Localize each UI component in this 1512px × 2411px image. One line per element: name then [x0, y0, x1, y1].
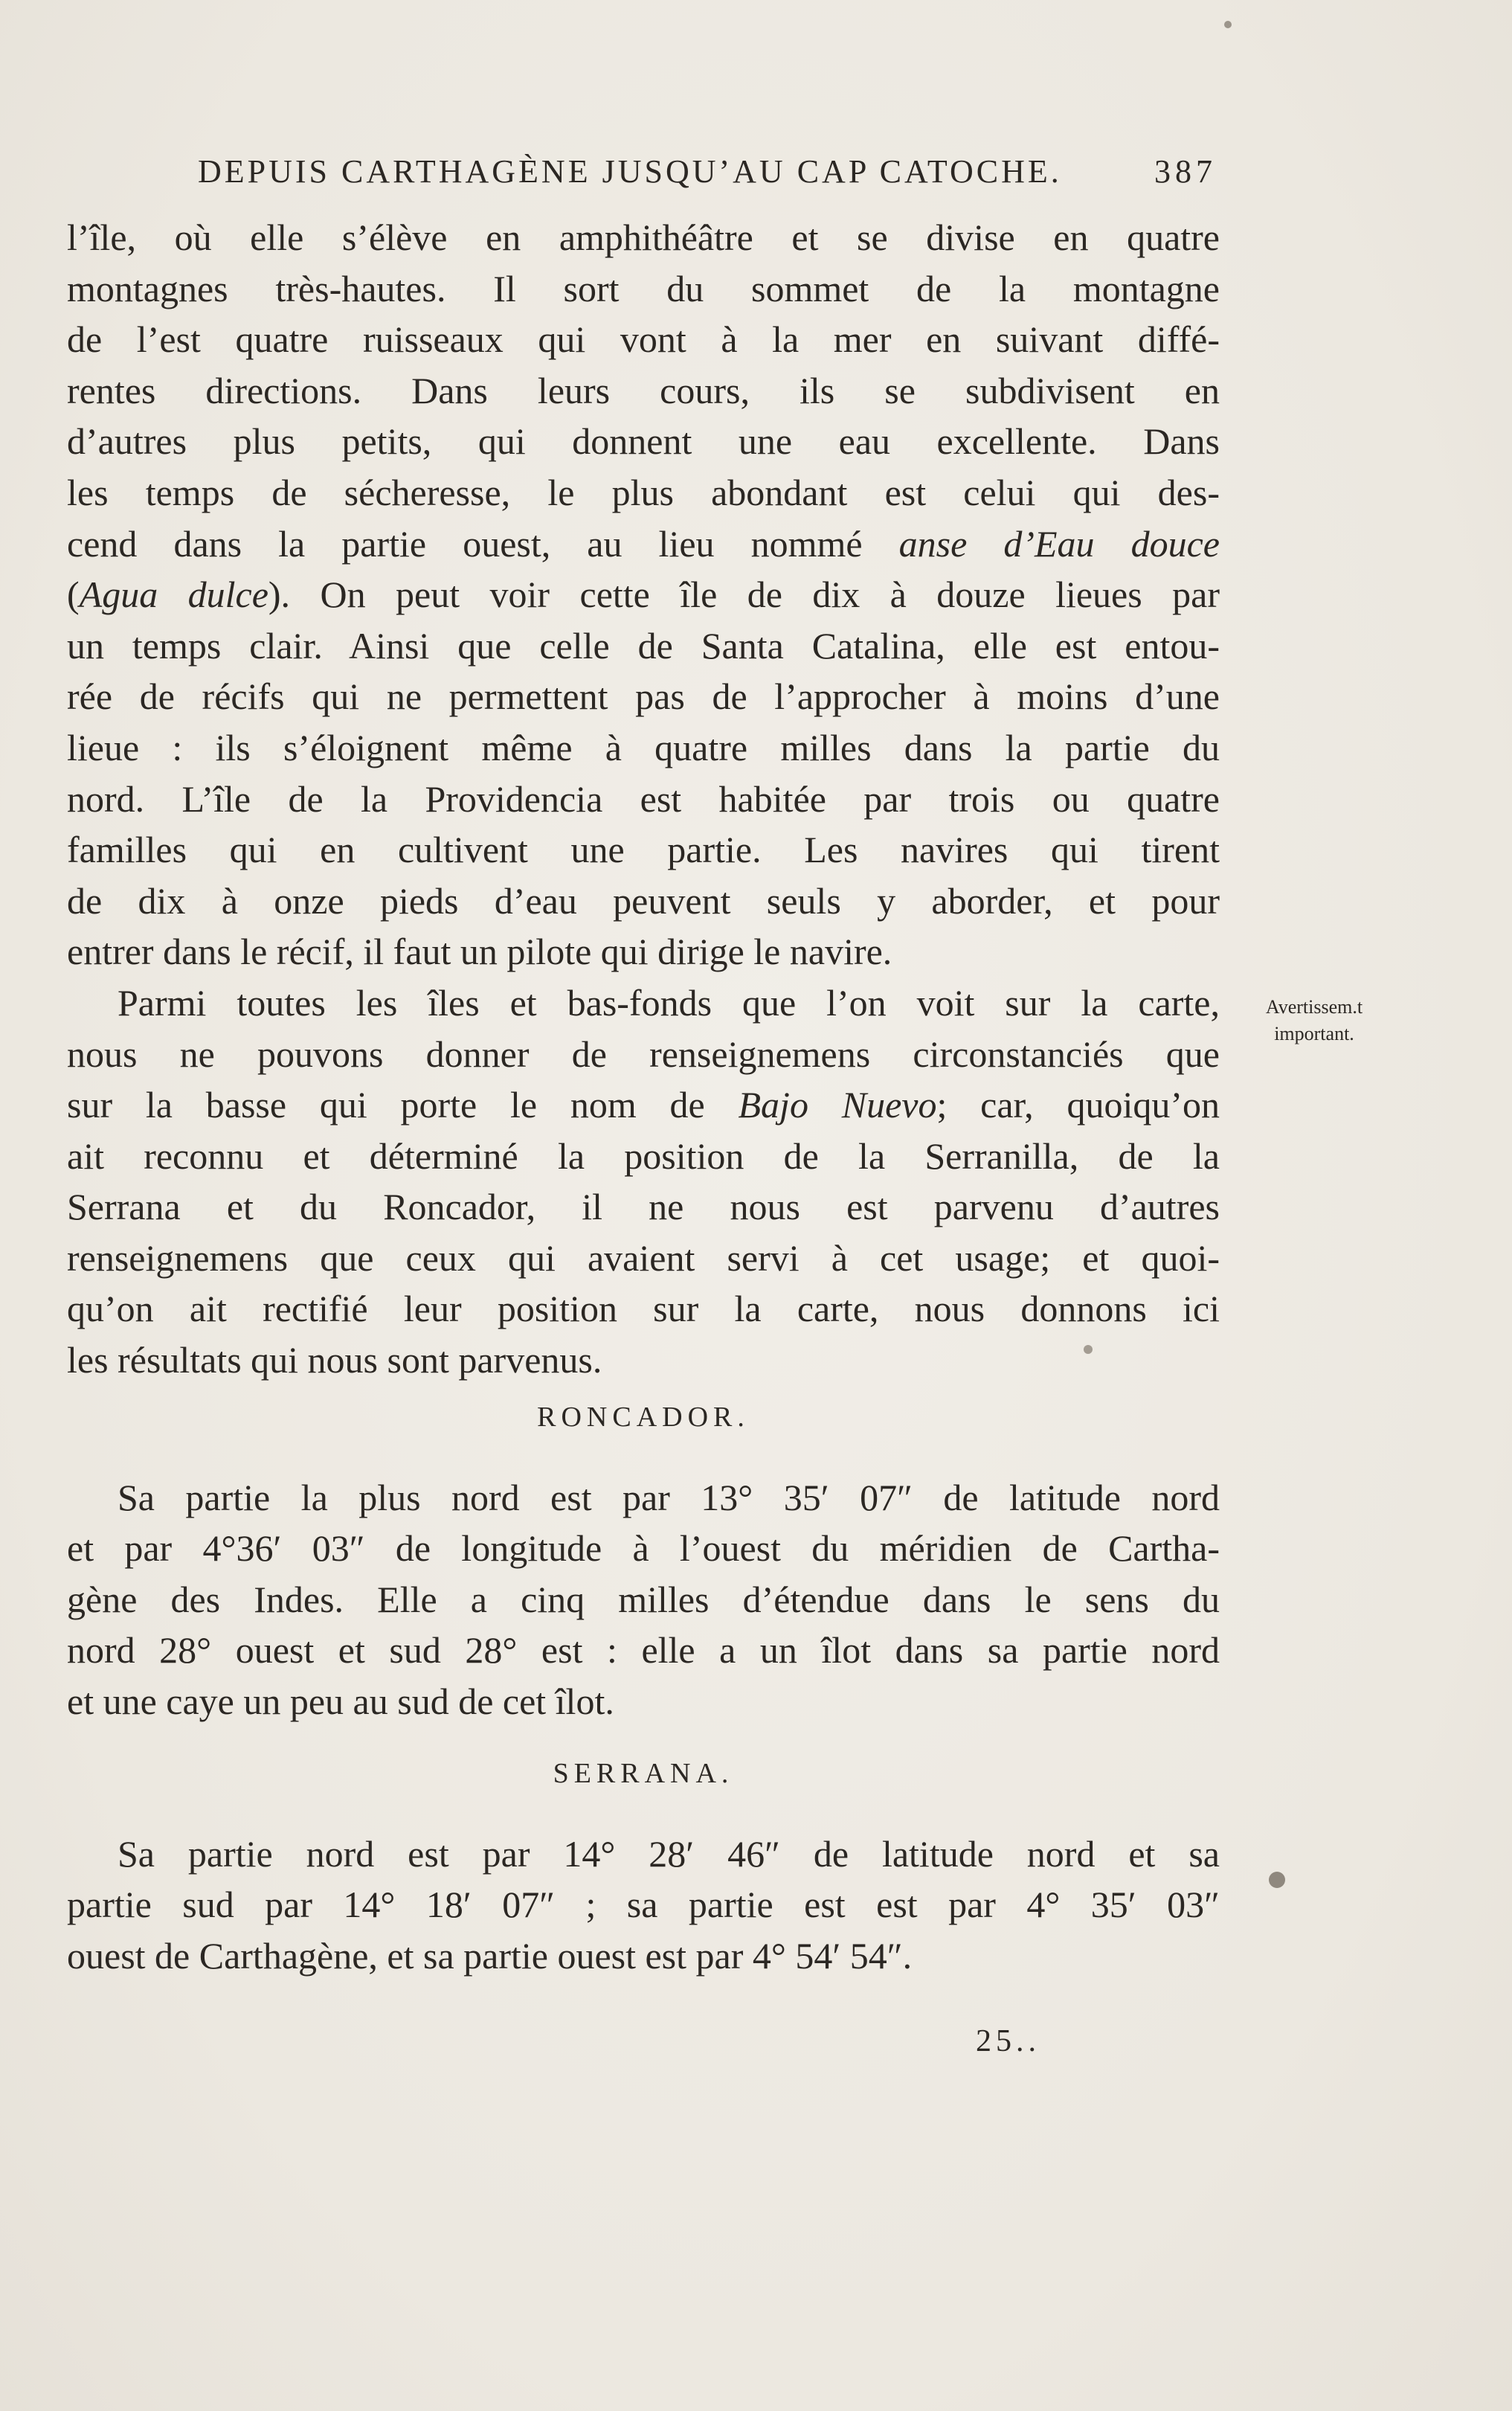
- text-line: ait reconnu et déterminé la position de la Serranilla, de la: [67, 1134, 1220, 1177]
- text-line: les résultats qui nous sont parvenus.: [67, 1339, 602, 1381]
- text-line: partie sud par 14° 18′ 07″ ; sa partie est est par 4° 35′ 03″: [67, 1884, 1220, 1926]
- text-line: de l’est quatre ruisseaux qui vont à la mer en suivant diffé-: [67, 318, 1220, 361]
- text-line: les temps de sécheresse, le plus abondant est celui qui des-: [67, 471, 1220, 513]
- section-heading-roncador: RONCADOR.: [537, 1401, 750, 1433]
- text-line: nord 28° ouest et sud 28° est : elle a un îlot dans sa partie nord: [67, 1629, 1220, 1672]
- italic-place-name: Agua dulce: [79, 574, 268, 616]
- text-run: cend dans la partie ouest, au lieu nommé: [67, 522, 899, 565]
- text-line: de dix à onze pieds d’eau peuvent seuls y aborder, et pour: [67, 879, 1220, 922]
- margin-note: [1232, 994, 1396, 1047]
- text-run: sur la basse qui porte le nom de: [67, 1084, 739, 1126]
- text-line: d’autres plus petits, qui donnent une eau excellente. Dans: [67, 420, 1220, 463]
- text-line: [67, 519, 1220, 570]
- text-line: montagnes très-hautes. Il sort du sommet de la montagne: [67, 267, 1220, 309]
- text-line: rentes directions. Dans leurs cours, ils se subdivisent en: [67, 369, 1220, 411]
- text-line: Parmi toutes les îles et bas-fonds que l’on voit sur la carte,: [118, 981, 1220, 1024]
- text-run: ; car, quoiqu’on: [936, 1084, 1220, 1126]
- text-line: gène des Indes. Elle a cinq milles d’étendue dans le sens du: [67, 1578, 1220, 1620]
- section-heading-serrana: SERRANA.: [553, 1757, 734, 1789]
- text-line: [67, 569, 1220, 620]
- margin-note-line: important.: [1274, 1023, 1354, 1044]
- text-line: nord. L’île de la Providencia est habitée par trois ou quatre: [67, 777, 1220, 820]
- text-line: rée de récifs qui ne permettent pas de l’approcher à moins d’une: [67, 675, 1220, 718]
- text-line: ouest de Carthagène, et sa partie ouest est par 4° 54′ 54″.: [67, 1934, 913, 1977]
- text-line: renseignemens que ceux qui avaient servi à cet usage; et quoi-: [67, 1236, 1220, 1279]
- text-line: qu’on ait rectifié leur position sur la carte, nous donnons ici: [67, 1288, 1220, 1330]
- body-text: [67, 212, 1220, 1981]
- text-line: et une caye un peu au sud de cet îlot.: [67, 1680, 614, 1723]
- paper-spot: [1269, 1872, 1285, 1888]
- italic-place-name: Bajo Nuevo: [738, 1084, 937, 1126]
- text-line: lieue : ils s’éloignent même à quatre milles dans la partie du: [67, 726, 1220, 768]
- text-line: nous ne pouvons donner de renseignemens circonstanciés que: [67, 1033, 1220, 1075]
- paper-spot: [1224, 21, 1232, 28]
- signature-mark: 25..: [976, 2024, 1040, 2058]
- text-line: l’île, où elle s’élève en amphithéâtre et se divise en quatre: [67, 216, 1220, 258]
- text-line: Serrana et du Roncador, il ne nous est parvenu d’autres: [67, 1186, 1220, 1228]
- text-line: Sa partie nord est par 14° 28′ 46″ de latitude nord et sa: [118, 1832, 1220, 1875]
- text-line: et par 4°36′ 03″ de longitude à l’ouest du méridien de Cartha-: [67, 1527, 1220, 1570]
- running-head-title: DEPUIS CARTHAGÈNE JUSQU’AU CAP CATOCHE.: [198, 153, 1062, 190]
- text-run: (: [67, 574, 80, 616]
- paper-spot: [1084, 1345, 1093, 1354]
- text-line: [67, 1079, 1220, 1131]
- text-line: Sa partie la plus nord est par 13° 35′ 07″ de latitude nord: [118, 1476, 1220, 1518]
- page-number: 387: [1154, 153, 1217, 190]
- text-line: entrer dans le récif, il faut un pilote qui dirige le navire.: [67, 931, 892, 973]
- margin-note-line: Avertissem.t: [1265, 996, 1363, 1018]
- text-line: familles qui en cultivent une partie. Les navires qui tirent: [67, 829, 1220, 871]
- text-run: ). On peut voir cette île de dix à douze lieues par: [268, 574, 1220, 616]
- text-line: un temps clair. Ainsi que celle de Santa Catalina, elle est entou-: [67, 624, 1220, 667]
- italic-place-name: anse d’Eau douce: [898, 522, 1220, 565]
